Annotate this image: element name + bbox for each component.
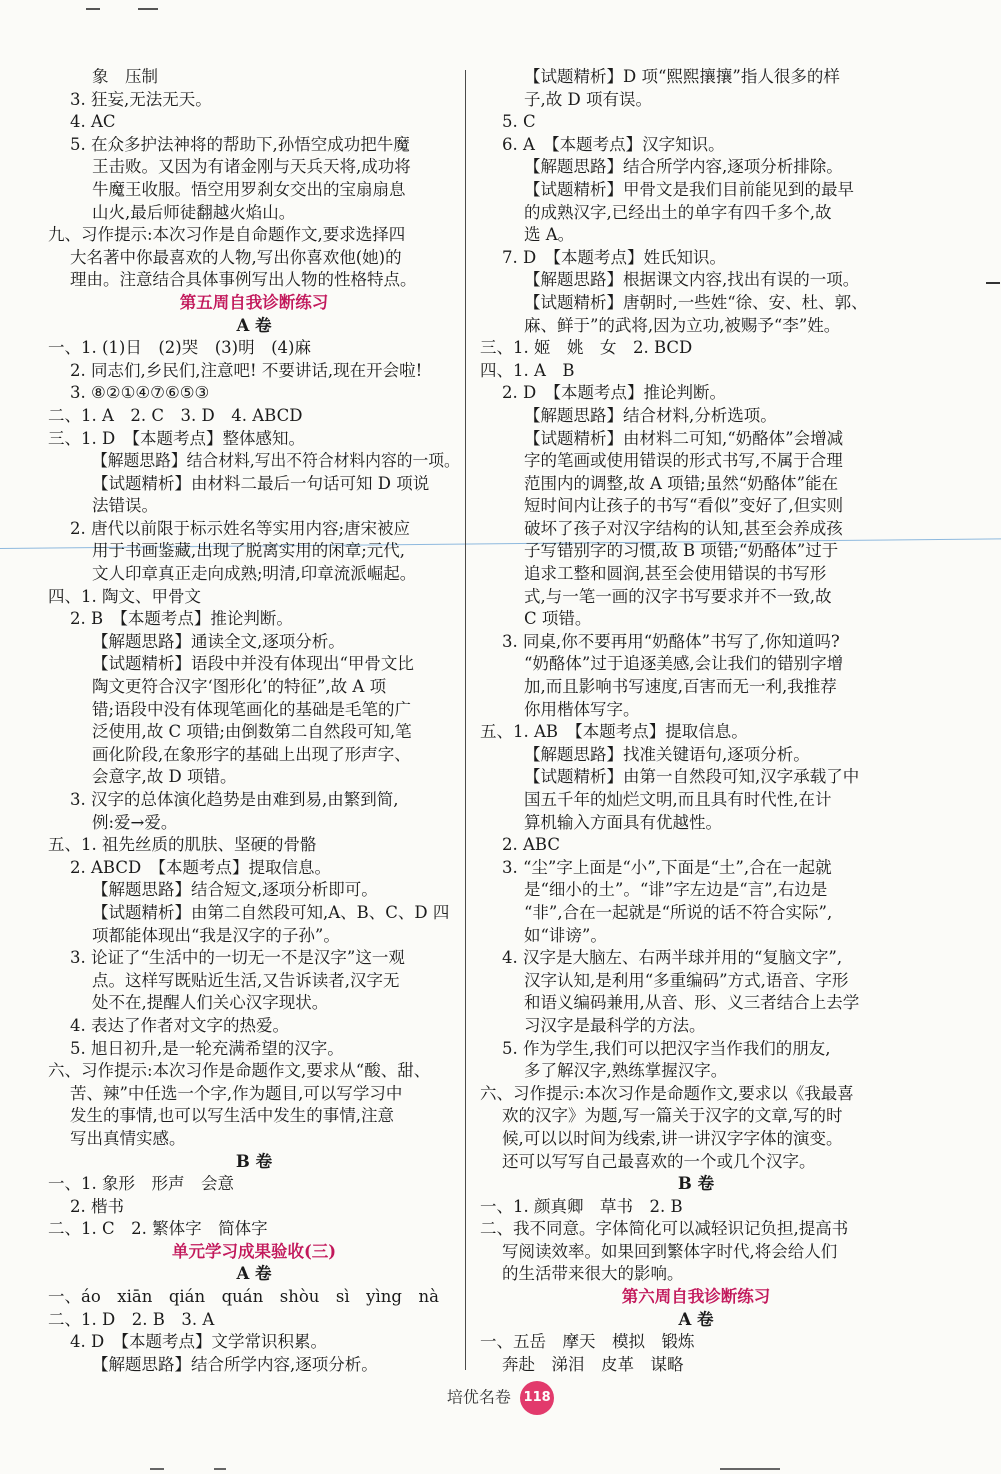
line-text: 4. 汉字是大脑左、右两半球并用的“复脑文字”, bbox=[502, 948, 843, 968]
answer-line bbox=[480, 405, 912, 428]
answer-line bbox=[480, 66, 912, 89]
footer-brand: 培优名卷 bbox=[446, 1387, 511, 1407]
answer-line bbox=[48, 269, 460, 292]
answer-line bbox=[48, 337, 460, 360]
answer-line bbox=[480, 1060, 912, 1083]
answer-line bbox=[480, 1354, 912, 1377]
line-text: 字的笔画或使用错误的形式书写,不属于合理 bbox=[524, 451, 843, 471]
answer-line bbox=[480, 337, 912, 360]
answer-line bbox=[480, 269, 912, 292]
line-text: 3. 论证了“生活中的一切无一不是汉字”这一观 bbox=[70, 948, 405, 968]
line-text: 3. 汉字的总体演化趋势是由难到易,由繁到简, bbox=[70, 790, 399, 809]
answer-line bbox=[480, 1196, 912, 1219]
line-text: 算机输入方面具有优越性。 bbox=[524, 812, 722, 832]
line-text: 会意字,故 D 项错。 bbox=[92, 767, 237, 787]
answer-line bbox=[480, 812, 912, 835]
line-text: 的成熟汉字,已经出土的单字有四千多个,故 bbox=[524, 202, 832, 222]
line-text: 破坏了孩子对汉字结构的认知,甚至会养成孩 bbox=[524, 518, 843, 538]
page-number-badge: 118 bbox=[520, 1381, 554, 1415]
answer-line bbox=[48, 450, 460, 473]
line-text: 7. D 【本题考点】姓氏知识。 bbox=[502, 247, 726, 267]
answer-line bbox=[480, 789, 912, 812]
answer-line bbox=[480, 631, 912, 654]
line-text: 用于书画鉴藏,出现了脱离实用的闲章;元代, bbox=[92, 541, 406, 561]
answer-line bbox=[480, 925, 912, 948]
answer-line bbox=[48, 857, 460, 880]
line-text: 象 压制 bbox=[92, 67, 158, 86]
line-text: 项都能体现出“我是汉字的子孙”。 bbox=[92, 925, 340, 945]
line-text: 候,可以以时间为线索,讲一讲汉字字体的演变。 bbox=[502, 1128, 843, 1148]
answer-line bbox=[480, 586, 912, 609]
answer-line bbox=[480, 902, 912, 925]
answer-line bbox=[48, 947, 460, 970]
line-text: 3. “尘”字上面是“小”,下面是“土”,合在一起就 bbox=[502, 857, 832, 877]
answer-line bbox=[48, 970, 460, 993]
answer-line bbox=[48, 518, 460, 541]
answer-line bbox=[480, 473, 912, 496]
answer-line bbox=[480, 518, 912, 541]
line-text: 2. 唐代以前限于标示姓名等实用内容;唐宋被应 bbox=[70, 518, 411, 538]
answer-line bbox=[480, 495, 912, 518]
answer-line bbox=[48, 992, 460, 1015]
line-text: 发生的事情,也可以写生活中发生的事情,注意 bbox=[70, 1106, 394, 1126]
paper-subheading bbox=[480, 1309, 912, 1332]
line-text: 【试题精析】由第一自然段可知,汉字承载了中 bbox=[524, 767, 860, 787]
section-heading bbox=[480, 1286, 912, 1309]
answer-line bbox=[480, 450, 912, 473]
column-divider bbox=[465, 70, 466, 1370]
line-text: 牛魔王收服。悟空用罗刹女交出的宝扇扇息 bbox=[92, 179, 406, 199]
answer-line bbox=[480, 1015, 912, 1038]
line-text: 2. 同志们,乡民们,注意吧! 不要讲话,现在开会啦! bbox=[70, 360, 423, 380]
line-text: 二、1. D 2. B 3. A bbox=[48, 1309, 215, 1329]
paper-subheading bbox=[48, 1151, 460, 1174]
line-text: “非”,合在一起就是“所说的话不符合实际”, bbox=[524, 902, 833, 922]
line-text: 例:爱→爱。 bbox=[92, 812, 178, 832]
line-text: 5. 作为学生,我们可以把汉字当作我们的朋友, bbox=[502, 1038, 831, 1058]
line-text: 加,而且影响书写速度,百害而无一利,我推荐 bbox=[524, 677, 837, 697]
answer-line bbox=[48, 360, 460, 383]
answer-line bbox=[48, 66, 460, 89]
section-heading bbox=[48, 1241, 460, 1264]
answer-line bbox=[48, 89, 460, 112]
answer-line bbox=[480, 834, 912, 857]
line-text: 【试题精析】由材料二最后一句话可知 D 项说 bbox=[92, 473, 430, 493]
answer-line bbox=[48, 676, 460, 699]
line-text: 【解题思路】根据课文内容,找出有误的一项。 bbox=[524, 270, 860, 290]
answer-line bbox=[48, 156, 460, 179]
line-text: 【试题精析】甲骨文是我们目前能见到的最早 bbox=[524, 179, 854, 199]
answer-line bbox=[480, 1083, 912, 1106]
line-text: 一、五岳 摩天 模拟 锻炼 bbox=[480, 1332, 695, 1352]
answer-line bbox=[48, 586, 460, 609]
answer-line bbox=[480, 563, 912, 586]
answer-line bbox=[48, 925, 460, 948]
line-text: 大名著中你最喜欢的人物,写出你喜欢他(她)的 bbox=[70, 247, 402, 267]
line-text: 还可以写写自己最喜欢的一个或几个汉字。 bbox=[502, 1151, 816, 1171]
line-text: 陶文更符合汉字‘图形化’的特征”,故 A 项 bbox=[92, 677, 387, 697]
left-column bbox=[48, 66, 460, 1376]
answer-line bbox=[48, 382, 460, 405]
answer-line bbox=[48, 179, 460, 202]
answer-line bbox=[480, 653, 912, 676]
line-text: 4. AC bbox=[70, 112, 116, 132]
line-text: 2. B 【本题考点】推论判断。 bbox=[70, 609, 293, 629]
answer-line bbox=[48, 540, 460, 563]
answer-line bbox=[48, 766, 460, 789]
line-text: 一、1. 颜真卿 草书 2. B bbox=[480, 1196, 683, 1216]
line-text: 一、1. 象形 形声 会意 bbox=[48, 1174, 234, 1194]
line-text: 2. ABCD 【本题考点】提取信息。 bbox=[70, 857, 331, 877]
line-text: 五、1. 祖先丝质的肌肤、坚硬的骨骼 bbox=[48, 835, 317, 855]
line-text: 王击败。又因为有诸金刚与天兵天将,成功将 bbox=[92, 157, 411, 177]
line-text: B 卷 bbox=[677, 1174, 715, 1194]
answer-line bbox=[480, 247, 912, 270]
line-text: 三、1. D 【本题考点】整体感知。 bbox=[48, 428, 305, 448]
answer-line bbox=[480, 744, 912, 767]
answer-line bbox=[48, 1083, 460, 1106]
answer-line bbox=[480, 676, 912, 699]
line-text: 文人印章真正走向成熟;明清,印章流派崛起。 bbox=[92, 564, 417, 584]
line-text: 3. 同桌,你不要再用“奶酪体”书写了,你知道吗? bbox=[502, 631, 840, 651]
answer-line bbox=[480, 202, 912, 225]
line-text: 法错误。 bbox=[92, 496, 158, 516]
line-text: 5. C bbox=[502, 112, 536, 132]
line-text: 【解题思路】通读全文,逐项分析。 bbox=[92, 631, 345, 651]
bottom-scan-mark-3 bbox=[720, 1468, 780, 1470]
answer-line bbox=[48, 744, 460, 767]
answer-line bbox=[480, 1151, 912, 1174]
line-text: 短时间内让孩子的书写“看似”变好了,但实则 bbox=[524, 496, 844, 516]
answer-line bbox=[480, 382, 912, 405]
answer-line bbox=[480, 540, 912, 563]
answer-line bbox=[480, 766, 912, 789]
line-text: 五、1. AB 【本题考点】提取信息。 bbox=[480, 722, 748, 742]
line-text: 写阅读效率。如果回到繁体字时代,将会给人们 bbox=[502, 1241, 838, 1261]
answer-line bbox=[480, 1105, 912, 1128]
line-text: 选 A。 bbox=[524, 225, 575, 245]
line-text: 你用楷体写字。 bbox=[524, 699, 640, 719]
line-text: 3. ⑧②①④⑦⑥⑤③ bbox=[70, 383, 210, 403]
answer-line bbox=[48, 1309, 460, 1332]
answer-line bbox=[480, 224, 912, 247]
answer-line bbox=[480, 1263, 912, 1286]
paper-subheading bbox=[48, 315, 460, 338]
line-text: 6. A 【本题考点】汉字知识。 bbox=[502, 134, 725, 154]
answer-line bbox=[48, 495, 460, 518]
paper-subheading bbox=[480, 1173, 912, 1196]
answer-line bbox=[480, 111, 912, 134]
line-text: 二、1. A 2. C 3. D 4. ABCD bbox=[48, 405, 303, 425]
answer-line bbox=[48, 902, 460, 925]
answer-line bbox=[480, 360, 912, 383]
line-text: 【试题精析】D 项“熙熙攘攘”指人很多的样 bbox=[524, 67, 840, 86]
line-text: 的生活带来很大的影响。 bbox=[502, 1264, 684, 1284]
answer-line bbox=[48, 789, 460, 812]
answer-line bbox=[480, 721, 912, 744]
paper-subheading bbox=[48, 1263, 460, 1286]
line-text: A 卷 bbox=[236, 315, 272, 335]
answer-line bbox=[480, 1038, 912, 1061]
line-text: 【试题精析】语段中并没有体现出“甲骨文比 bbox=[92, 654, 414, 674]
line-text: 【解题思路】结合材料,分析选项。 bbox=[524, 405, 777, 425]
line-text: 2. D 【本题考点】推论判断。 bbox=[502, 383, 726, 403]
line-text: B 卷 bbox=[235, 1151, 273, 1171]
right-edge-mark bbox=[986, 282, 1000, 284]
answer-line bbox=[480, 879, 912, 902]
answer-line bbox=[48, 1128, 460, 1151]
line-text: 点。这样写既贴近生活,又告诉读者,汉字无 bbox=[92, 970, 400, 990]
line-text: 2. ABC bbox=[502, 835, 560, 855]
line-text: 3. 狂妄,无法无天。 bbox=[70, 89, 212, 109]
answer-line bbox=[48, 1173, 460, 1196]
line-text: 【试题精析】由材料二可知,“奶酪体”会增减 bbox=[524, 428, 844, 448]
answer-line bbox=[480, 1128, 912, 1151]
line-text: A 卷 bbox=[236, 1264, 272, 1284]
answer-line bbox=[480, 970, 912, 993]
line-text: 4. 表达了作者对文字的热爱。 bbox=[70, 1015, 289, 1035]
answer-line bbox=[48, 1331, 460, 1354]
line-text: 子,故 D 项有误。 bbox=[524, 89, 652, 109]
answer-line bbox=[48, 473, 460, 496]
line-text: 一、1. (1)日 (2)哭 (3)明 (4)麻 bbox=[48, 338, 311, 358]
answer-line bbox=[48, 1060, 460, 1083]
line-text: 5. 在众多护法神将的帮助下,孙悟空成功把牛魔 bbox=[70, 134, 410, 154]
answer-line bbox=[480, 1218, 912, 1241]
line-text: 【解题思路】找准关键语句,逐项分析。 bbox=[524, 744, 810, 764]
line-text: 多了解汉字,熟练掌握汉字。 bbox=[524, 1061, 728, 1081]
line-text: 第五周自我诊断练习 bbox=[179, 292, 329, 312]
answer-line bbox=[480, 134, 912, 157]
line-text: 九、习作提示:本次习作是自命题作文,要求选择四 bbox=[48, 225, 406, 245]
answer-line bbox=[48, 405, 460, 428]
line-text: C 项错。 bbox=[524, 609, 592, 629]
line-text: 【解题思路】结合短文,逐项分析即可。 bbox=[92, 880, 378, 900]
line-text: “奶酪体”过于追逐美感,会让我们的错别字增 bbox=[524, 654, 844, 674]
line-text: 【解题思路】结合所学内容,逐项分析。 bbox=[92, 1354, 378, 1374]
line-text: 泛使用,故 C 项错;由倒数第二自然段可知,笔 bbox=[92, 722, 412, 742]
line-text: 和语义编码兼用,从音、形、义三者结合上去学 bbox=[524, 993, 860, 1013]
answer-line bbox=[480, 699, 912, 722]
section-heading bbox=[48, 292, 460, 315]
line-text: 三、1. 姬 姚 女 2. BCD bbox=[480, 338, 693, 358]
answer-line bbox=[480, 608, 912, 631]
answer-line bbox=[48, 699, 460, 722]
answer-line bbox=[480, 156, 912, 179]
line-text: 【解题思路】结合所学内容,逐项分析排除。 bbox=[524, 157, 843, 177]
line-text: 处不在,提醒人们关心汉字现状。 bbox=[92, 993, 329, 1013]
answer-line bbox=[48, 879, 460, 902]
line-text: 单元学习成果验收(三) bbox=[171, 1241, 337, 1261]
line-text: 第六周自我诊断练习 bbox=[621, 1287, 771, 1307]
answer-line bbox=[48, 1218, 460, 1241]
line-text: 四、1. 陶文、甲骨文 bbox=[48, 586, 201, 606]
answer-line bbox=[48, 1286, 460, 1309]
right-column bbox=[480, 66, 912, 1376]
line-text: 【试题精析】唐朝时,一些姓“徐、安、杜、郭、 bbox=[524, 292, 868, 312]
answer-line bbox=[48, 834, 460, 857]
line-text: 苦、辣”中任选一个字,作为题目,可以写学习中 bbox=[70, 1083, 403, 1103]
line-text: 麻、鲜于”的武将,因为立功,被赐予“李”姓。 bbox=[524, 315, 841, 335]
line-text: 写出真情实感。 bbox=[70, 1128, 186, 1148]
answer-line bbox=[48, 134, 460, 157]
answer-line bbox=[48, 563, 460, 586]
answer-line bbox=[48, 608, 460, 631]
answer-line bbox=[480, 89, 912, 112]
answer-line bbox=[480, 179, 912, 202]
line-text: 六、习作提示:本次习作是命题作文,要求以《我最喜 bbox=[480, 1083, 854, 1103]
line-text: 汉字认知,是利用“多重编码”方式,语音、字形 bbox=[524, 970, 849, 990]
answer-line bbox=[48, 202, 460, 225]
line-text: 山火,最后师徒翻越火焰山。 bbox=[92, 202, 296, 222]
line-text: 一、áo xiān qián quán shòu sì yìng nà bbox=[48, 1287, 439, 1307]
line-text: 画化阶段,在象形字的基础上出现了形声字、 bbox=[92, 744, 411, 764]
answer-line bbox=[48, 653, 460, 676]
line-text: 是“细小的土”。“诽”字左边是“言”,右边是 bbox=[524, 880, 828, 900]
answer-line bbox=[48, 631, 460, 654]
line-text: 欢的汉字》为题,写一篇关于汉字的文章,写的时 bbox=[502, 1106, 843, 1126]
line-text: 国五千年的灿烂文明,而且具有时代性,在计 bbox=[524, 790, 832, 809]
line-text: 奔赴 涕泪 皮革 谋略 bbox=[502, 1354, 684, 1374]
line-text: 六、习作提示:本次习作是命题作文,要求从“酸、甜、 bbox=[48, 1061, 431, 1081]
answer-line bbox=[480, 428, 912, 451]
line-text: 理由。注意结合具体事例写出人物的性格特点。 bbox=[70, 270, 417, 290]
line-text: 式,与一笔一画的汉字书写要求并不一致,故 bbox=[524, 586, 832, 606]
answer-line bbox=[48, 1196, 460, 1219]
line-text: 二、1. C 2. 繁体字 简体字 bbox=[48, 1219, 268, 1239]
line-text: 范围内的调整,故 A 项错;虽然“奶酪体”能在 bbox=[524, 473, 839, 493]
answer-line bbox=[48, 111, 460, 134]
answer-line bbox=[48, 428, 460, 451]
answer-line bbox=[480, 292, 912, 315]
line-text: 错;语段中没有体现笔画化的基础是毛笔的广 bbox=[92, 699, 412, 719]
answer-line bbox=[48, 1354, 460, 1377]
answer-line bbox=[48, 1038, 460, 1061]
line-text: 四、1. A B bbox=[480, 360, 575, 380]
answer-line bbox=[48, 1105, 460, 1128]
answer-line bbox=[480, 315, 912, 338]
answer-line bbox=[48, 812, 460, 835]
line-text: 追求工整和圆润,甚至会使用错误的书写形 bbox=[524, 564, 827, 584]
answer-line bbox=[480, 857, 912, 880]
page-footer bbox=[0, 1381, 1001, 1415]
line-text: 【解题思路】结合材料,写出不符合材料内容的一项。 bbox=[92, 451, 460, 471]
answer-line bbox=[480, 1331, 912, 1354]
line-text: 子写错别字的习惯,故 B 项错;“奶酪体”过于 bbox=[524, 541, 839, 561]
line-text: 5. 旭日初升,是一轮充满希望的汉字。 bbox=[70, 1038, 344, 1058]
top-scan-mark-1 bbox=[86, 8, 100, 10]
answer-line bbox=[48, 1015, 460, 1038]
line-text: A 卷 bbox=[678, 1309, 714, 1329]
answer-line bbox=[48, 721, 460, 744]
line-text: 【试题精析】由第二自然段可知,A、B、C、D 四 bbox=[92, 902, 450, 922]
bottom-scan-mark-2 bbox=[214, 1468, 226, 1470]
answer-line bbox=[480, 947, 912, 970]
answer-line bbox=[480, 1241, 912, 1264]
answer-line bbox=[48, 247, 460, 270]
line-text: 二、我不同意。字体简化可以减轻识记负担,提高书 bbox=[480, 1219, 849, 1239]
line-text: 4. D 【本题考点】文学常识积累。 bbox=[70, 1332, 327, 1352]
bottom-scan-mark-1 bbox=[150, 1468, 164, 1470]
line-text: 2. 楷书 bbox=[70, 1196, 124, 1216]
answer-line bbox=[48, 224, 460, 247]
line-text: 如“诽谤”。 bbox=[524, 925, 607, 945]
answer-line bbox=[480, 992, 912, 1015]
top-scan-mark-2 bbox=[138, 8, 158, 10]
line-text: 习汉字是最科学的方法。 bbox=[524, 1015, 706, 1035]
